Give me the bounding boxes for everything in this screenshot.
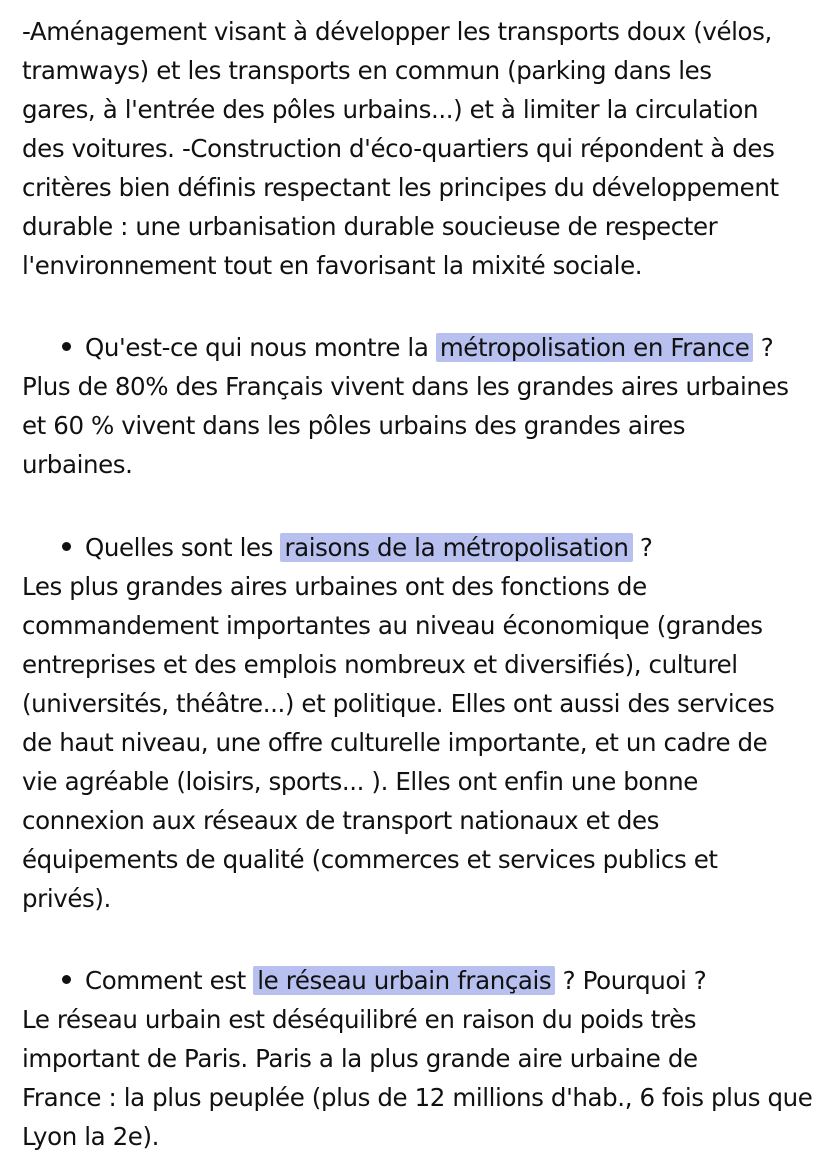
question-text: ? Pourquoi ? xyxy=(555,966,707,995)
answer-line: connexion aux réseaux de transport nationaux et des xyxy=(22,806,660,835)
question-text: Quelles sont les xyxy=(85,533,281,562)
text-line: l'environnement tout en favorisant la mixité sociale. xyxy=(22,251,643,280)
question-text: ? xyxy=(753,333,774,362)
answer-line: vie agréable (loisirs, sports... ). Elles ont enfin une bonne xyxy=(22,767,698,796)
answer-line: de haut niveau, une offre culturelle importante, et un cadre de xyxy=(22,728,768,757)
question-text: ? xyxy=(632,533,653,562)
text-line: tramways) et les transports en commun (parking dans les xyxy=(22,56,712,85)
bullet-icon xyxy=(62,542,71,551)
answer-line: équipements de qualité (commerces et services publics et xyxy=(22,845,718,874)
question-reseau-urbain xyxy=(62,961,706,1001)
answer-line: Les plus grandes aires urbaines ont des fonctions de xyxy=(22,572,647,601)
answer-line: entreprises et des emplois nombreux et diversifiés), culturel xyxy=(22,650,738,679)
highlighted-term: métropolisation en France xyxy=(436,333,754,362)
bullet-icon xyxy=(62,342,71,351)
answer-line: Le réseau urbain est déséquilibré en raison du poids très xyxy=(22,1005,697,1034)
text-line: -Aménagement visant à développer les transports doux (vélos, xyxy=(22,17,772,46)
highlighted-term: le réseau urbain français xyxy=(253,966,555,995)
answer-line: Lyon la 2e). xyxy=(22,1122,160,1151)
answer-line: (universités, théâtre...) et politique. Elles ont aussi des services xyxy=(22,689,775,718)
answer-line: privés). xyxy=(22,884,111,913)
question-text: Comment est xyxy=(85,966,254,995)
question-metropolisation-france xyxy=(62,328,773,368)
answer-line: Plus de 80% des Français vivent dans les grandes aires urbaines xyxy=(22,372,789,401)
question-text: Qu'est-ce qui nous montre la xyxy=(85,333,436,362)
text-line: durable : une urbanisation durable soucieuse de respecter xyxy=(22,212,718,241)
text-line: des voitures. -Construction d'éco-quartiers qui répondent à des xyxy=(22,134,775,163)
answer-line: important de Paris. Paris a la plus grande aire urbaine de xyxy=(22,1044,698,1073)
answer-line: France : la plus peuplée (plus de 12 millions d'hab., 6 fois plus que xyxy=(22,1083,813,1112)
answer-line: et 60 % vivent dans les pôles urbains des grandes aires xyxy=(22,411,686,440)
highlighted-term: raisons de la métropolisation xyxy=(280,533,632,562)
bullet-icon xyxy=(62,975,71,984)
answer-line: commandement importantes au niveau économique (grandes xyxy=(22,611,763,640)
question-raisons-metropolisation xyxy=(62,528,653,568)
text-line: gares, à l'entrée des pôles urbains...) et à limiter la circulation xyxy=(22,95,759,124)
text-line: critères bien définis respectant les principes du développement xyxy=(22,173,779,202)
answer-line: urbaines. xyxy=(22,450,133,479)
